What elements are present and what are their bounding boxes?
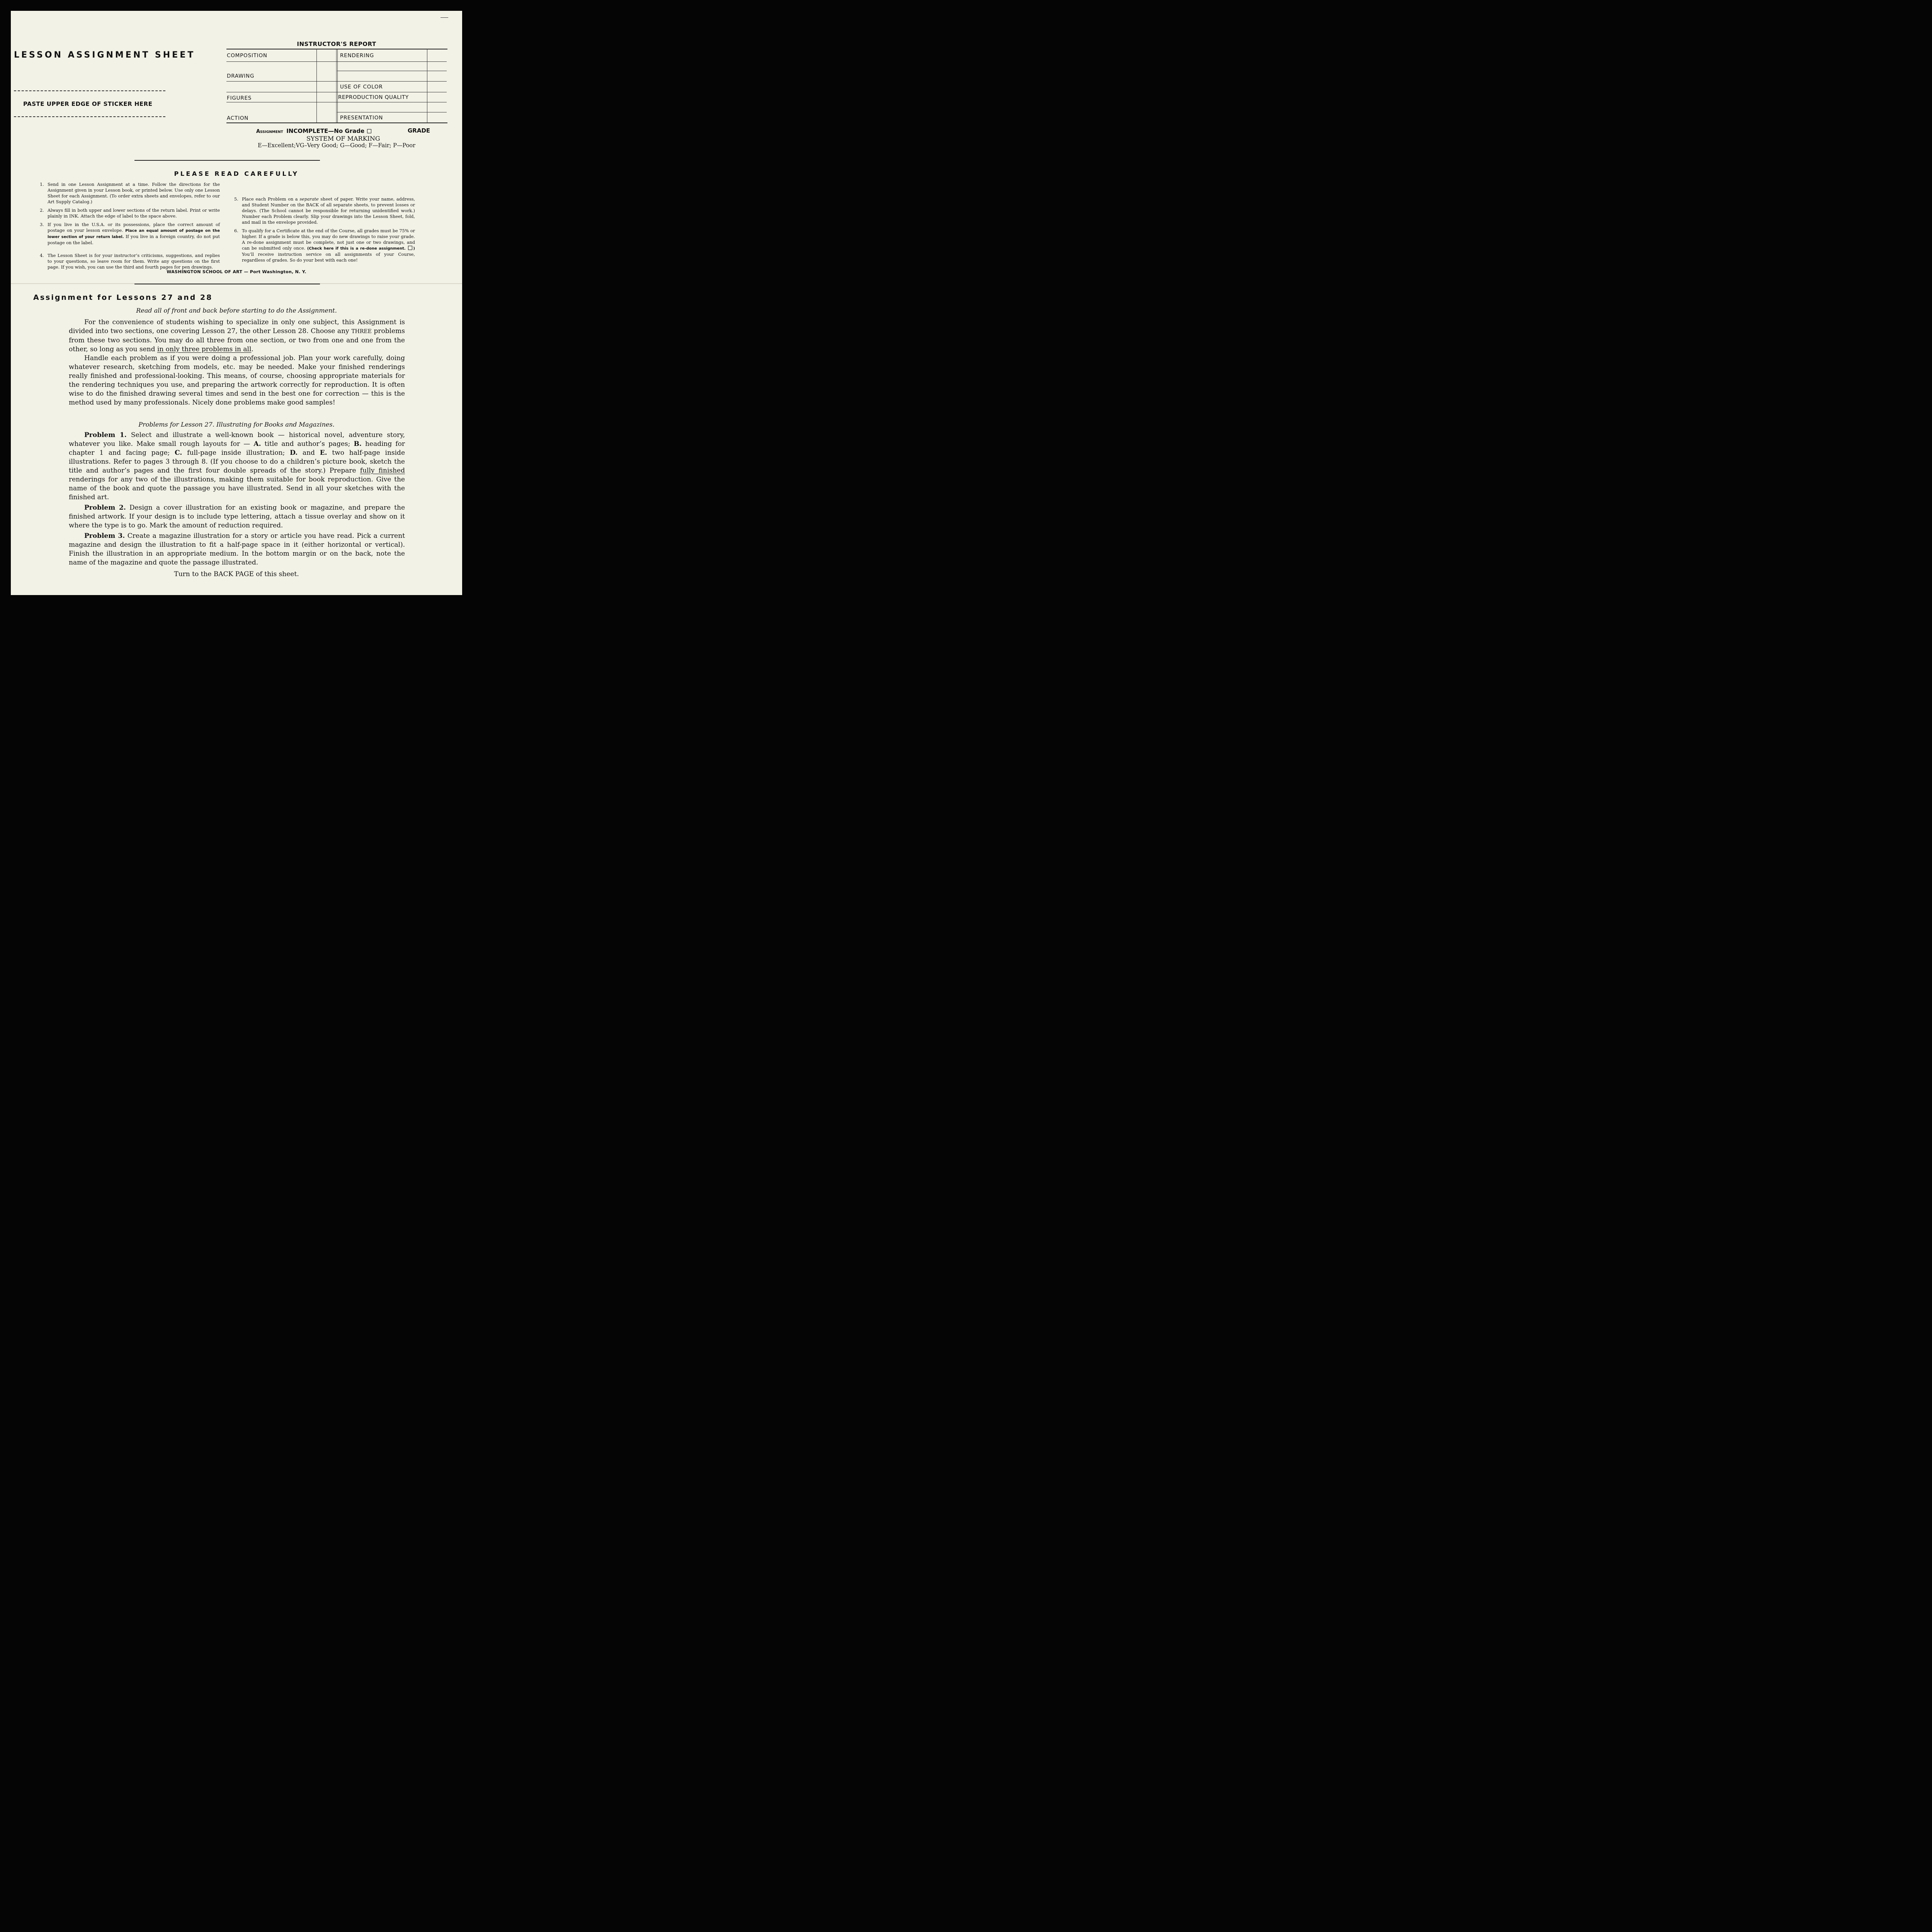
- instructions-column-right: [234, 196, 415, 266]
- problem-3: Problem 3. Create a magazine illustration for a story or article you have read. Pick a current magazine and design the illustration to fit a half-page space in it (either horizontal or vertical). Finish the illustration in an appropriate medium. In the bottom margin or on the back, note the name of the magazine and quote the passage illustrated.: [69, 532, 405, 566]
- marking-legend: E—Excellent;VG–Very Good; G—Good; F—Fair; P—Poor: [258, 143, 416, 149]
- sticker-dash-bottom: [14, 116, 165, 117]
- assignment-title: Assignment for Lessons 27 and 28: [33, 293, 213, 302]
- problem-2: Problem 2. Design a cover illustration for an existing book or magazine, and prepare the finished artwork. If your design is to include type lettering, attach a tissue overlay and show on it where the type is to go. Mark the amount of reduction required.: [69, 504, 405, 529]
- instruction-item: 5. Place each Problem on a separate sheet of paper. Write your name, address, and Student Number on the BACK of all separate sheets, to prevent losses or delays. (The School cannot be responsible for returning unidentified work.) Number each Problem clearly. Slip your drawings into the Lesson Sheet, fold, and mail in the envelope provided.: [234, 197, 415, 225]
- redone-checkbox[interactable]: [408, 246, 412, 250]
- intro-paragraph: For the convenience of students wishing to specialize in only one subject, this Assignment is divided into two sections, one covering Lesson 27, the other Lesson 28. Choose any THREE problems from these two sections. You may do all three from one section, or two from one and one from the other, so long as you send in only three problems in all.: [69, 318, 405, 353]
- instructions-column-left: [40, 182, 220, 248]
- please-read-heading: PLEASE READ CAREFULLY: [174, 170, 299, 177]
- grade-field-rendering: RENDERING: [340, 53, 374, 59]
- instruction-item: 2. Always fill in both upper and lower sections of the return label. Print or write plainly in INK. Attach the edge of label to the space above.: [40, 208, 220, 219]
- assignment-subtitle: Read all of front and back before starting to do the Assignment.: [136, 307, 337, 314]
- grid-line: [226, 81, 447, 82]
- sticker-dash-top: [14, 90, 165, 91]
- assignment-status-line: [256, 128, 372, 134]
- incomplete-checkbox[interactable]: [367, 129, 371, 133]
- grade-label: GRADE: [408, 127, 430, 134]
- assignment-intro: [69, 318, 405, 407]
- grade-field-presentation: PRESENTATION: [340, 115, 383, 121]
- instructors-report-title: INSTRUCTOR'S REPORT: [297, 41, 376, 48]
- divider-rule: [134, 160, 320, 161]
- grade-field-action: ACTION: [227, 115, 249, 121]
- turn-page-note: Turn to the BACK PAGE of this sheet.: [174, 570, 299, 578]
- grade-field-figures: FIGURES: [227, 95, 252, 101]
- problem-1: Problem 1. Select and illustrate a well-known book — historical novel, adventure story, whatever you like. Make small rough layouts for — A. title and author’s pages; B. heading for chapter 1 and facing page; C. full-page inside illustration; D. and E. two half-page inside illustrations. Refer to pages 3 through 8. (If you choose to do a children’s picture book, sketch the title and author’s pages and the first four double spreads of the story.) Prepare fully finished renderings for any two of the illustrations, making them suitable for book reproduction. Give the name of the book and quote the passage you have illustrated. Send in all your sketches with the finished art.: [69, 431, 405, 501]
- instruction-item: 6. To qualify for a Certificate at the end of the Course, all grades must be 75% or higher. If a grade is below this, you may do new drawings to raise your grade. A re-done assignment must be complete, not just one or two drawings, and can be submitted only once. (Check here if this is a re-done assignment. ) You’ll receive instruction service on all assignments of your Course, regardless of grades. So do your best with each one!: [234, 228, 415, 263]
- system-of-marking-title: SYSTEM OF MARKING: [306, 135, 380, 142]
- grid-line: [226, 61, 447, 62]
- grid-col-line: [337, 49, 338, 122]
- grade-field-drawing: DRAWING: [227, 73, 255, 79]
- grid-col-line: [336, 49, 337, 122]
- instruction-item: 1. Send in one Lesson Assignment at a time. Follow the directions for the Assignment given in your Lesson book, or printed below. Use only one Lesson Sheet for each Assignment. (To order extra sheets and envelopes, refer to our Art Supply Catalog.): [40, 182, 220, 204]
- corner-mark: [440, 17, 448, 18]
- assignment-label: Assignment: [256, 129, 283, 134]
- lesson-27-problems: [69, 431, 405, 567]
- lesson-27-section-title: Problems for Lesson 27. Illustrating for Books and Magazines.: [138, 421, 335, 428]
- grid-col-line: [316, 49, 317, 122]
- grade-field-reproduction-quality: REPRODUCTION QUALITY: [338, 94, 409, 100]
- instruction-item: 3. If you live in the U.S.A. or its possessions, place the correct amount of postage on your lesson envelope. Place an equal amount of postage on the lower section of your return label. If you live in a foreign country, do not put postage on the label.: [40, 222, 220, 245]
- paste-sticker-label: PASTE UPPER EDGE OF STICKER HERE: [23, 100, 153, 107]
- instruction-item: 4. The Lesson Sheet is for your instructor’s criticisms, suggestions, and replies to your questions, so leave room for them. Write any questions on the first page. If you wish, you can use the third and fourth pages for pen drawings.: [40, 253, 220, 270]
- grid-bottom-line: [226, 122, 447, 123]
- grade-field-use-of-color: USE OF COLOR: [340, 84, 383, 90]
- sheet-title: LESSON ASSIGNMENT SHEET: [14, 50, 196, 60]
- handle-paragraph: Handle each problem as if you were doing a professional job. Plan your work carefully, doing whatever research, sketching from models, etc. may be needed. Make your finished renderings really finished and professional-looking. This means, of course, choosing appropriate materials for the rendering techniques you use, and preparing the artwork correctly for reproduction. It is often wise to do the finished drawing several times and send in the best one for correction — this is the method used by many professionals. Nicely done problems make good samples!: [69, 354, 405, 406]
- school-name: WASHINGTON SCHOOL OF ART — Port Washington, N. Y.: [167, 269, 306, 274]
- incomplete-label: INCOMPLETE—No Grade: [286, 128, 365, 134]
- grade-field-composition: COMPOSITION: [227, 53, 267, 59]
